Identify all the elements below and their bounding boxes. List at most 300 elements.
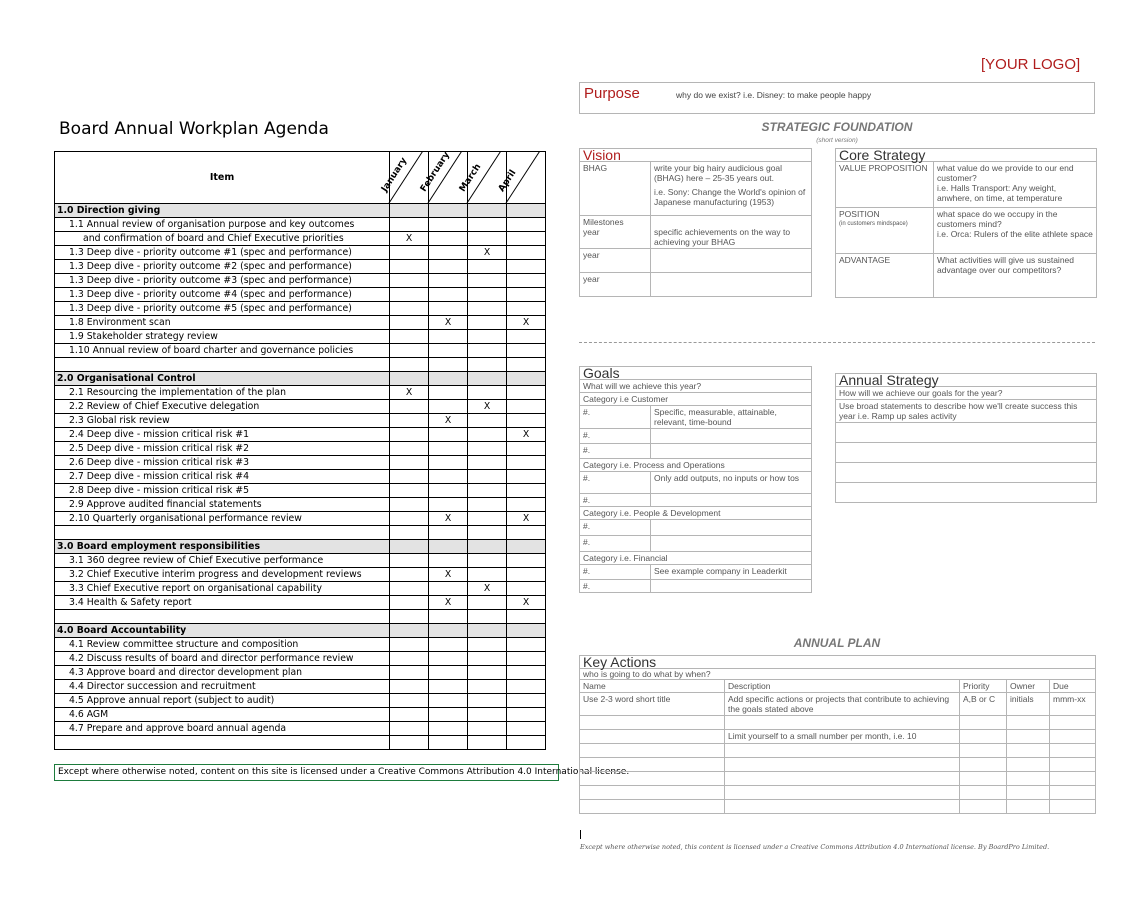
item-label: 2.2 Review of Chief Executive delegation	[55, 400, 390, 414]
month-mark	[429, 470, 468, 484]
table-row	[55, 652, 546, 666]
value-proposition-label: VALUE PROPOSITION	[836, 162, 934, 208]
month-mark	[507, 470, 546, 484]
month-mark	[468, 540, 507, 554]
month-mark	[468, 568, 507, 582]
item-label: 1.10 Annual review of board charter and governance policies	[55, 344, 390, 358]
logo-placeholder: [YOUR LOGO]	[981, 56, 1081, 73]
goal-hash: #.	[580, 444, 651, 459]
short-version-note: (short version)	[816, 137, 858, 144]
month-mark	[507, 610, 546, 624]
month-mark	[468, 372, 507, 386]
month-mark	[390, 204, 429, 218]
month-mark	[468, 610, 507, 624]
month-mark	[390, 512, 429, 526]
month-mark	[507, 302, 546, 316]
month-mark	[507, 358, 546, 372]
month-mark	[507, 260, 546, 274]
month-mark: X	[429, 316, 468, 330]
month-mark	[390, 708, 429, 722]
month-mark	[468, 694, 507, 708]
month-mark	[390, 498, 429, 512]
year-value	[651, 273, 812, 297]
month-mark: X	[468, 400, 507, 414]
position-cell: POSITION (in customers mindspace)	[836, 208, 934, 254]
month-mark	[468, 624, 507, 638]
month-mark: X	[507, 512, 546, 526]
table-row	[55, 386, 546, 400]
month-mark	[429, 232, 468, 246]
table-row	[55, 232, 546, 246]
table-row	[55, 316, 546, 330]
month-mark	[468, 484, 507, 498]
month-mark	[468, 470, 507, 484]
value-proposition-cell: what value do we provide to our end customer? i.e. Halls Transport: Any weight, anwhere, on time, at temperature	[934, 162, 1097, 208]
action-name: Use 2-3 word short title	[580, 693, 725, 716]
month-mark	[429, 428, 468, 442]
month-mark: X	[468, 246, 507, 260]
goal-note: Specific, measurable, attainable, relevant, time-bound	[651, 406, 812, 429]
item-label	[55, 526, 390, 540]
table-row	[55, 428, 546, 442]
goal-note: See example company in Leaderkit	[651, 565, 812, 580]
item-label: 1.8 Environment scan	[55, 316, 390, 330]
purpose-box	[579, 82, 1095, 114]
goal-hash: #.	[580, 520, 651, 536]
month-header: January	[390, 152, 429, 204]
goals-heading: Goals	[580, 367, 812, 380]
month-mark	[507, 624, 546, 638]
table-row	[55, 680, 546, 694]
month-mark	[507, 666, 546, 680]
table-row	[55, 554, 546, 568]
month-header: March	[468, 152, 507, 204]
month-mark	[507, 498, 546, 512]
section-row	[55, 540, 546, 554]
month-mark	[507, 680, 546, 694]
month-mark	[468, 442, 507, 456]
table-row	[55, 736, 546, 750]
goal-hash: #.	[580, 429, 651, 444]
month-mark	[390, 218, 429, 232]
bhag-label: BHAG	[580, 162, 651, 216]
col-description: Description	[725, 680, 960, 693]
item-label: 2.3 Global risk review	[55, 414, 390, 428]
month-mark: X	[429, 596, 468, 610]
col-owner: Owner	[1007, 680, 1050, 693]
month-mark	[468, 680, 507, 694]
table-row	[55, 260, 546, 274]
key-actions-question: who is going to do what by when?	[580, 669, 1096, 680]
col-priority: Priority	[960, 680, 1007, 693]
month-mark	[468, 456, 507, 470]
month-mark	[390, 722, 429, 736]
month-mark	[468, 596, 507, 610]
month-mark	[468, 526, 507, 540]
month-mark	[507, 582, 546, 596]
month-mark	[390, 582, 429, 596]
month-mark	[468, 302, 507, 316]
col-name: Name	[580, 680, 725, 693]
month-mark	[390, 596, 429, 610]
table-row	[55, 330, 546, 344]
month-mark	[507, 736, 546, 750]
month-mark	[390, 638, 429, 652]
month-mark	[429, 624, 468, 638]
month-mark: X	[468, 582, 507, 596]
table-row	[55, 526, 546, 540]
item-label: 2.7 Deep dive - mission critical risk #4	[55, 470, 390, 484]
col-due: Due	[1050, 680, 1096, 693]
key-actions-table	[579, 655, 1096, 814]
month-mark	[390, 246, 429, 260]
month-mark	[468, 428, 507, 442]
month-mark: X	[390, 386, 429, 400]
month-mark	[390, 274, 429, 288]
item-label: 4.0 Board Accountability	[55, 624, 390, 638]
table-row	[55, 358, 546, 372]
item-label: 2.4 Deep dive - mission critical risk #1	[55, 428, 390, 442]
table-row	[55, 288, 546, 302]
month-mark	[429, 456, 468, 470]
month-mark	[390, 624, 429, 638]
canvas-footer: Except where otherwise noted, this content is licensed under a Creative Commons Attribution 4.0 International license. By BoardPro Limited.	[580, 843, 1050, 851]
month-mark	[390, 666, 429, 680]
month-mark	[429, 526, 468, 540]
milestone-text: specific achievements on the way to achieving your BHAG	[651, 216, 812, 249]
item-label: 2.5 Deep dive - mission critical risk #2	[55, 442, 390, 456]
month-mark	[507, 344, 546, 358]
month-mark	[468, 260, 507, 274]
month-mark	[507, 232, 546, 246]
table-row	[55, 302, 546, 316]
goal-hash: #.	[580, 472, 651, 494]
month-mark	[507, 442, 546, 456]
key-actions-heading: Key Actions	[580, 656, 1096, 669]
month-mark	[429, 666, 468, 680]
annual-strategy-heading: Annual Strategy	[836, 374, 1097, 387]
bhag-cell: write your big hairy audicious goal (BHAG) here – 25-35 years out. i.e. Sony: Change the World's opinion of Japanese manufacturing (1953)	[651, 162, 812, 216]
month-mark	[507, 414, 546, 428]
item-label: 1.3 Deep dive - priority outcome #5 (spec and performance)	[55, 302, 390, 316]
month-mark	[429, 582, 468, 596]
month-mark	[429, 246, 468, 260]
action-due: mmm-xx	[1050, 693, 1096, 716]
core-strategy-table	[835, 148, 1097, 298]
month-mark	[429, 638, 468, 652]
month-mark	[507, 484, 546, 498]
section-row	[55, 372, 546, 386]
table-row	[55, 414, 546, 428]
month-mark	[507, 694, 546, 708]
table-row	[55, 708, 546, 722]
goal-hash: #.	[580, 494, 651, 507]
divider	[579, 342, 1095, 343]
month-mark	[429, 400, 468, 414]
month-mark	[429, 652, 468, 666]
item-label: 1.3 Deep dive - priority outcome #1 (spec and performance)	[55, 246, 390, 260]
workplan-title: Board Annual Workplan Agenda	[59, 119, 329, 139]
month-mark	[390, 260, 429, 274]
month-mark	[429, 442, 468, 456]
item-label: 4.4 Director succession and recruitment	[55, 680, 390, 694]
table-row	[55, 596, 546, 610]
purpose-heading: Purpose	[584, 85, 640, 102]
month-mark	[429, 484, 468, 498]
month-mark	[390, 442, 429, 456]
item-label: 4.3 Approve board and director development plan	[55, 666, 390, 680]
month-mark	[507, 330, 546, 344]
month-mark	[429, 204, 468, 218]
month-mark	[507, 274, 546, 288]
item-label: and confirmation of board and Chief Executive priorities	[55, 232, 390, 246]
table-row	[55, 442, 546, 456]
month-mark	[507, 204, 546, 218]
strategy-canvas-page	[570, 0, 1146, 900]
month-header: April	[507, 152, 546, 204]
item-header: Item	[55, 152, 390, 204]
table-row	[55, 400, 546, 414]
table-row	[55, 218, 546, 232]
workplan-header-row	[55, 152, 546, 204]
month-mark	[390, 526, 429, 540]
month-mark	[429, 288, 468, 302]
month-mark	[429, 386, 468, 400]
month-mark	[468, 638, 507, 652]
month-mark	[507, 652, 546, 666]
month-mark	[507, 456, 546, 470]
item-label: 2.0 Organisational Control	[55, 372, 390, 386]
month-mark: X	[390, 232, 429, 246]
month-mark	[507, 708, 546, 722]
month-mark	[507, 372, 546, 386]
table-row	[55, 582, 546, 596]
item-label: 1.3 Deep dive - priority outcome #3 (spec and performance)	[55, 274, 390, 288]
item-label: 2.8 Deep dive - mission critical risk #5	[55, 484, 390, 498]
month-mark	[507, 568, 546, 582]
month-mark	[390, 372, 429, 386]
item-label: 4.7 Prepare and approve board annual agenda	[55, 722, 390, 736]
month-mark	[390, 568, 429, 582]
month-mark	[390, 470, 429, 484]
month-mark: X	[429, 568, 468, 582]
month-mark: X	[507, 428, 546, 442]
item-label: 2.1 Resourcing the implementation of the plan	[55, 386, 390, 400]
section-row	[55, 624, 546, 638]
month-mark	[390, 358, 429, 372]
goal-hash: #.	[580, 406, 651, 429]
goals-question: What will we achieve this year?	[580, 380, 812, 393]
month-mark	[429, 498, 468, 512]
item-label: 3.2 Chief Executive interim progress and development reviews	[55, 568, 390, 582]
purpose-text: why do we exist? i.e. Disney: to make people happy	[676, 90, 872, 100]
goal-hash: #.	[580, 536, 651, 552]
vision-heading: Vision	[580, 149, 812, 162]
month-mark: X	[507, 596, 546, 610]
month-mark	[507, 218, 546, 232]
month-mark: X	[507, 316, 546, 330]
month-mark	[507, 386, 546, 400]
month-mark	[429, 330, 468, 344]
month-mark	[390, 414, 429, 428]
action-description: Limit yourself to a small number per month, i.e. 10	[725, 730, 960, 744]
month-mark	[390, 330, 429, 344]
month-mark	[429, 708, 468, 722]
item-label: 1.9 Stakeholder strategy review	[55, 330, 390, 344]
cursor-mark	[580, 830, 581, 839]
table-row	[55, 456, 546, 470]
month-mark	[468, 666, 507, 680]
month-header: February	[429, 152, 468, 204]
table-row	[55, 246, 546, 260]
month-mark	[390, 344, 429, 358]
action-owner: initials	[1007, 693, 1050, 716]
month-mark	[507, 526, 546, 540]
month-mark	[390, 288, 429, 302]
table-row	[55, 274, 546, 288]
year-value	[651, 249, 812, 273]
month-mark	[390, 554, 429, 568]
table-row	[55, 470, 546, 484]
month-mark	[390, 316, 429, 330]
item-label	[55, 610, 390, 624]
month-mark	[468, 386, 507, 400]
item-label: 3.4 Health & Safety report	[55, 596, 390, 610]
goal-category: Category i.e Customer	[580, 393, 812, 406]
annual-strategy-question: How will we achieve our goals for the year?	[836, 387, 1097, 400]
goal-category: Category i.e. Process and Operations	[580, 459, 812, 472]
item-label: 2.6 Deep dive - mission critical risk #3	[55, 456, 390, 470]
advantage-label: ADVANTAGE	[836, 254, 934, 298]
month-mark	[468, 708, 507, 722]
month-mark	[390, 456, 429, 470]
strategic-foundation-heading: STRATEGIC FOUNDATION	[761, 120, 913, 134]
advantage-text: What activities will give us sustained advantage over our competitors?	[934, 254, 1097, 298]
item-label: 1.1 Annual review of organisation purpose and key outcomes	[55, 218, 390, 232]
month-mark	[468, 722, 507, 736]
month-mark	[390, 540, 429, 554]
month-mark	[468, 652, 507, 666]
month-mark	[507, 554, 546, 568]
table-row	[55, 722, 546, 736]
month-mark	[390, 680, 429, 694]
table-row	[55, 344, 546, 358]
table-row	[55, 666, 546, 680]
year-label: year	[580, 249, 651, 273]
goal-note: Only add outputs, no inputs or how tos	[651, 472, 812, 494]
month-mark	[429, 372, 468, 386]
item-label: 1.0 Direction giving	[55, 204, 390, 218]
action-description: Add specific actions or projects that contribute to achieving the goals stated above	[725, 693, 960, 716]
month-mark	[429, 358, 468, 372]
month-mark	[390, 428, 429, 442]
item-label	[55, 736, 390, 750]
month-mark	[429, 302, 468, 316]
table-row	[55, 568, 546, 582]
item-label: 4.1 Review committee structure and composition	[55, 638, 390, 652]
table-row	[55, 484, 546, 498]
month-mark	[507, 638, 546, 652]
month-mark	[429, 218, 468, 232]
goal-category: Category i.e. People & Development	[580, 507, 812, 520]
month-mark	[390, 736, 429, 750]
month-mark	[468, 344, 507, 358]
item-label: 4.6 AGM	[55, 708, 390, 722]
month-mark	[429, 540, 468, 554]
month-mark	[468, 274, 507, 288]
year-label: year	[580, 273, 651, 297]
month-mark	[429, 680, 468, 694]
month-mark	[429, 344, 468, 358]
item-label: 1.3 Deep dive - priority outcome #2 (spec and performance)	[55, 260, 390, 274]
month-mark	[468, 736, 507, 750]
item-label: 2.9 Approve audited financial statements	[55, 498, 390, 512]
goal-category: Category i.e. Financial	[580, 552, 812, 565]
month-mark	[429, 722, 468, 736]
workplan-table	[54, 151, 546, 750]
core-strategy-heading: Core Strategy	[836, 149, 1097, 162]
month-mark: X	[429, 414, 468, 428]
item-label: 4.2 Discuss results of board and director performance review	[55, 652, 390, 666]
month-mark	[468, 358, 507, 372]
month-mark	[507, 400, 546, 414]
table-row	[55, 610, 546, 624]
month-mark	[429, 736, 468, 750]
month-mark	[390, 694, 429, 708]
month-mark	[507, 246, 546, 260]
month-mark	[429, 274, 468, 288]
month-mark	[507, 722, 546, 736]
month-mark	[429, 694, 468, 708]
month-mark: X	[429, 512, 468, 526]
vision-table	[579, 148, 812, 297]
license-note: Except where otherwise noted, content on this site is licensed under a Creative Commons Attribution 4.0 International license.	[54, 764, 559, 781]
annual-plan-heading: ANNUAL PLAN	[793, 636, 881, 650]
month-mark	[468, 288, 507, 302]
table-row	[55, 512, 546, 526]
month-mark	[390, 484, 429, 498]
table-row	[55, 498, 546, 512]
item-label: 4.5 Approve annual report (subject to audit)	[55, 694, 390, 708]
table-row	[55, 694, 546, 708]
goal-hash: #.	[580, 580, 651, 593]
annual-strategy-text: Use broad statements to describe how we'll create success this year i.e. Ramp up sales activity	[836, 400, 1097, 423]
month-mark	[468, 204, 507, 218]
action-priority: A,B or C	[960, 693, 1007, 716]
month-mark	[468, 498, 507, 512]
goals-table	[579, 366, 812, 593]
month-mark	[468, 218, 507, 232]
item-label	[55, 358, 390, 372]
month-mark	[468, 414, 507, 428]
table-row	[55, 638, 546, 652]
month-mark	[507, 540, 546, 554]
goal-hash: #.	[580, 565, 651, 580]
milestones-cell: Milestones year	[580, 216, 651, 249]
month-mark	[468, 316, 507, 330]
month-mark	[429, 260, 468, 274]
month-mark	[468, 232, 507, 246]
month-mark	[390, 610, 429, 624]
month-mark	[390, 400, 429, 414]
section-row	[55, 204, 546, 218]
month-mark	[429, 554, 468, 568]
month-mark	[390, 302, 429, 316]
item-label: 1.3 Deep dive - priority outcome #4 (spec and performance)	[55, 288, 390, 302]
month-mark	[429, 610, 468, 624]
item-label: 3.3 Chief Executive report on organisational capability	[55, 582, 390, 596]
month-mark	[390, 652, 429, 666]
